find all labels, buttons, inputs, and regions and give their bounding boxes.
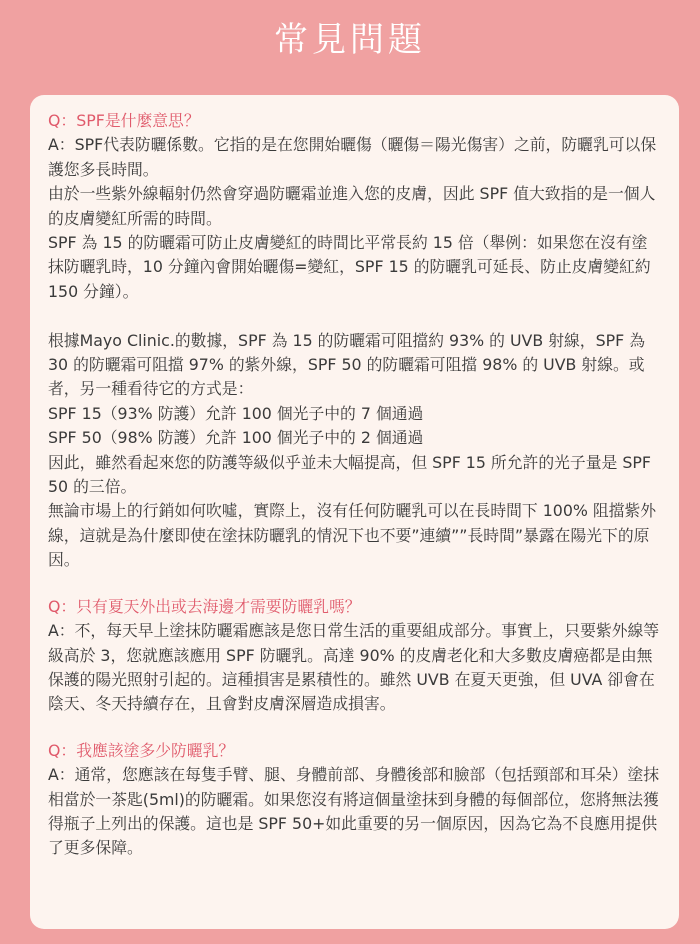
faq-answer-paragraph: SPF 為 15 的防曬霜可防止皮膚變紅的時間比平常長約 15 倍（舉例：如果您在沒有塗抹防曬乳時，10 分鐘內會開始曬傷=變紅，SPF 15 的防曬乳可延長、防止皮膚變紅約 150 分鐘）。 xyxy=(48,233,651,301)
page-title: 常見問題 xyxy=(274,20,426,60)
faq-card xyxy=(30,95,679,929)
faq-answer-paragraph: 根據Mayo Clinic.的數據，SPF 為 15 的防曬霜可阻擋約 93% 的 UVB 射線，SPF 為 30 的防曬霜可阻擋 97% 的紫外線，SPF 50 的防曬霜可阻擋 98% 的 UVB 射線。或者，另一種看待它的方式是： xyxy=(48,330,646,399)
faq-answer-paragraph: 無論市場上的行銷如何吹噓，實際上，沒有任何防曬乳可以在長時間下 100% 阻擋紫外線，這就是為什麼即使在塗抹防曬乳的情況下也不要”連續””長時間”暴露在陽光下的原因。 xyxy=(48,501,657,570)
faq-answer-paragraph: A：SPF代表防曬係數。它指的是在您開始曬傷（曬傷＝陽光傷害）之前，防曬乳可以保護您多長時間。 xyxy=(48,135,657,179)
paragraph-spacer xyxy=(48,304,661,328)
faq-item-summary-only xyxy=(48,595,661,717)
faq-answer-paragraph: SPF 50（98% 防護）允許 100 個光子中的 2 個通過 xyxy=(48,428,424,448)
faq-answer-paragraph: SPF 15（93% 防護）允許 100 個光子中的 7 個通過 xyxy=(48,403,424,423)
faq-answer-paragraph: 因此，雖然看起來您的防護等級似乎並未大幅提高，但 SPF 15 所允許的光子量是 SPF 50 的三倍。 xyxy=(48,452,651,497)
faq-question: Q：SPF是什麼意思？ xyxy=(48,111,200,130)
faq-item-spf-meaning xyxy=(48,109,661,573)
faq-answer-paragraph: 由於一些紫外線輻射仍然會穿過防曬霜並進入您的皮膚，因此 SPF 值大致指的是一個人的皮膚變紅所需的時間。 xyxy=(48,184,656,228)
faq-answer-paragraph: A：不，每天早上塗抹防曬霜應該是您日常生活的重要組成部分。事實上，只要紫外線等級高於 3，您就應該應用 SPF 防曬乳。高達 90% 的皮膚老化和大多數皮膚癌都是由無保護的陽光照射引起的。這種損害是累積性的。雖然 UVB 在夏天更強，但 UVA 卻會在陰天、冬天持續存在，且會對皮膚深層造成損害。 xyxy=(48,621,660,714)
faq-answer-paragraph: A：通常，您應該在每隻手臂、腿、身體前部、身體後部和臉部（包括頸部和耳朵）塗抹相當於一茶匙(5ml)的防曬霜。如果您沒有將這個量塗抹到身體的每個部位，您將無法獲得瓶子上列出的保護。這也是 SPF 50+如此重要的另一個原因，因為它為不良應用提供了更多保障。 xyxy=(48,765,660,858)
faq-question: Q：我應該塗多少防曬乳？ xyxy=(48,740,235,760)
faq-item-how-much xyxy=(48,739,661,861)
faq-question: Q：只有夏天外出或去海邊才需要防曬乳嗎？ xyxy=(48,596,361,616)
